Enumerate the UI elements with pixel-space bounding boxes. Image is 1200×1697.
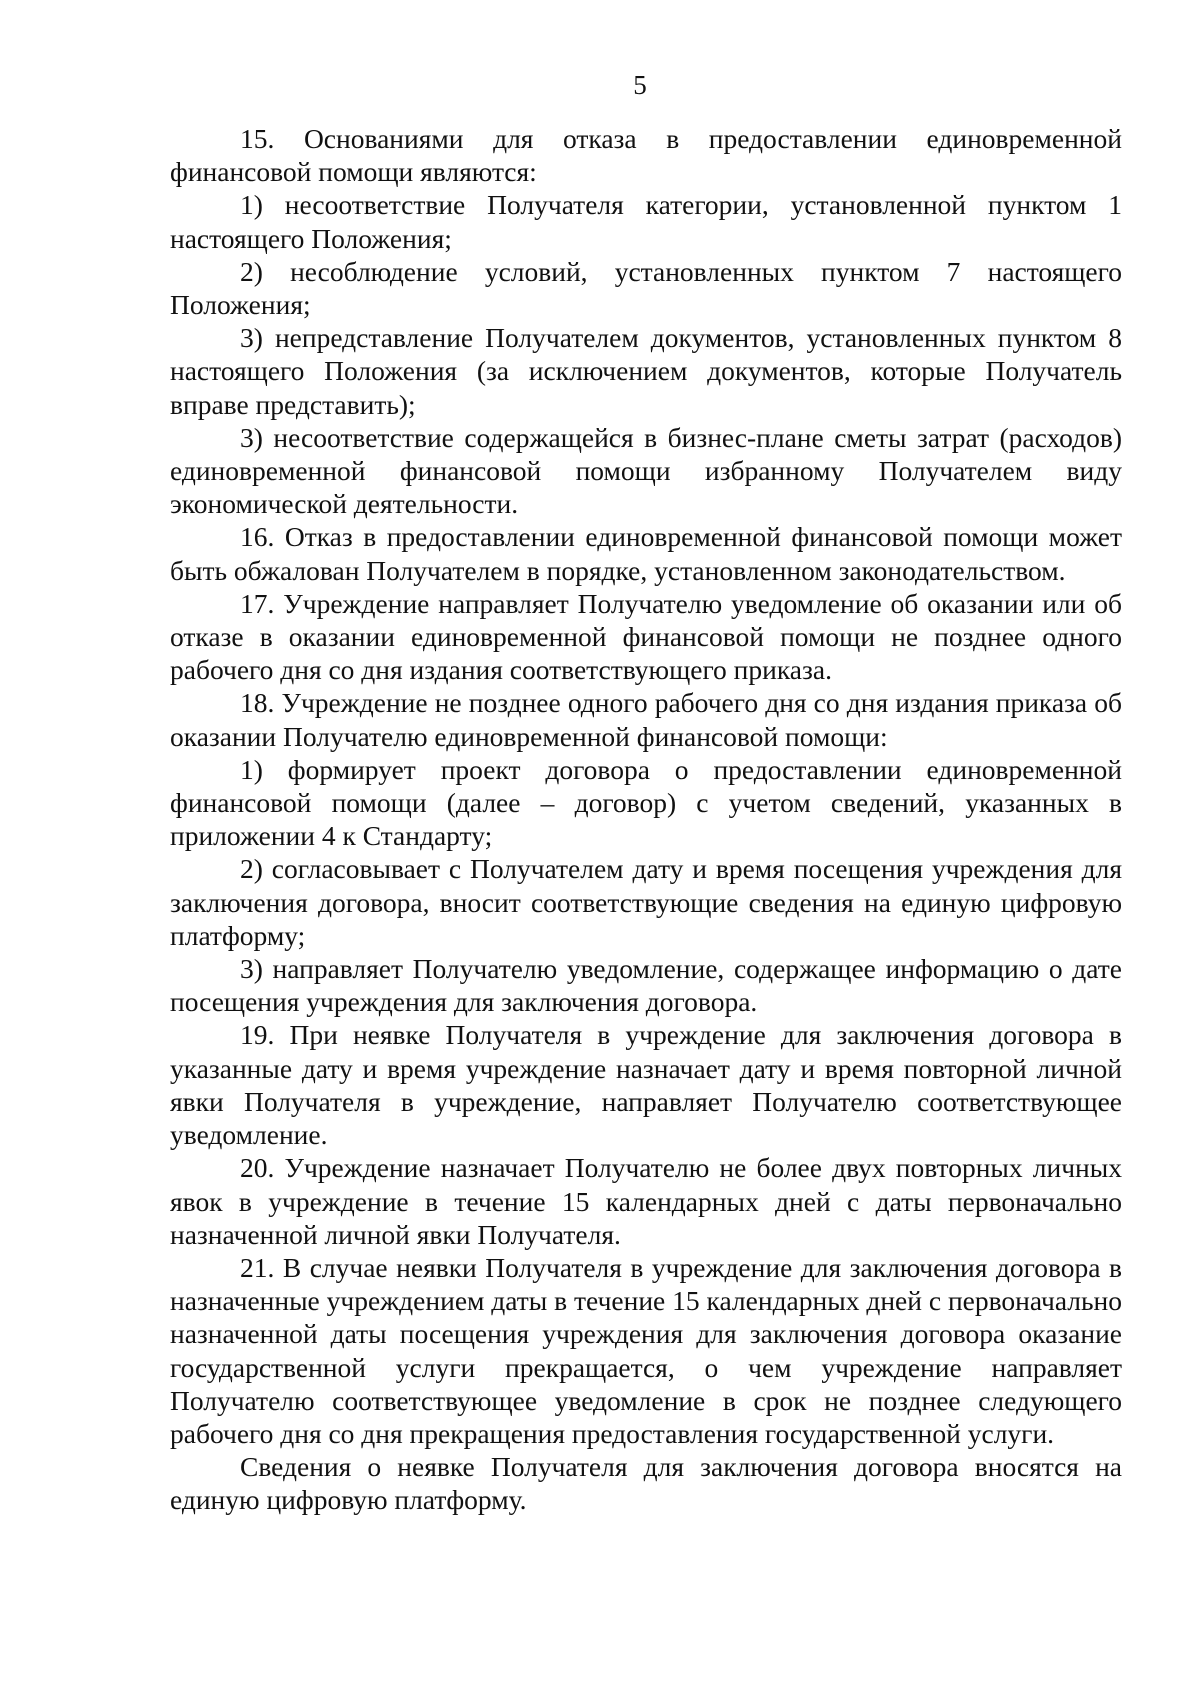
paragraph-18-item-2: 2) согласовывает с Получателем дату и время посещения учреждения для заключения договора, вносит соответствующие сведения на единую цифровую платформу; [170,853,1122,951]
page-number: 5 [633,70,647,100]
document-body [170,122,1122,1517]
paragraph-18: 18. Учреждение не позднее одного рабочего дня со дня издания приказа об оказании Получателю единовременной финансовой помощи: [170,687,1122,752]
paragraph-20: 20. Учреждение назначает Получателю не более двух повторных личных явок в учреждение в течение 15 календарных дней с даты первоначально назначенной личной явки Получателя. [170,1152,1122,1250]
paragraph-19: 19. При неявке Получателя в учреждение для заключения договора в указанные дату и время учреждение назначает дату и время повторной личной явки Получателя в учреждение, направляет Получателю соответствующее уведомление. [170,1019,1122,1151]
paragraph-15-item-3b: 3) несоответствие содержащейся в бизнес-плане сметы затрат (расходов) единовременной финансовой помощи избранному Получателем виду экономической деятельности. [170,421,1122,520]
paragraph-18-item-3: 3) направляет Получателю уведомление, содержащее информацию о дате посещения учреждения для заключения договора. [170,953,1122,1018]
paragraph-21-continuation: Сведения о неявке Получателя для заключения договора вносятся на единую цифровую платформу. [170,1451,1122,1516]
paragraph-17: 17. Учреждение направляет Получателю уведомление об оказании или об отказе в оказании единовременной финансовой помощи не позднее одного рабочего дня со дня издания соответствующего приказа. [170,587,1122,686]
paragraph-15-item-1: 1) несоответствие Получателя категории, установленной пунктом 1 настоящего Положения; [170,189,1122,254]
paragraph-18-item-1: 1) формирует проект договора о предоставлении единовременной финансовой помощи (далее – договор) с учетом сведений, указанных в приложении 4 к Стандарту; [170,753,1122,852]
paragraph-16: 16. Отказ в предоставлении единовременной финансовой помощи может быть обжалован Получателем в порядке, установленном законодательством. [170,521,1122,586]
paragraph-15-item-3a: 3) непредставление Получателем документов, установленных пунктом 8 настоящего Положения (за исключением документов, которые Получатель вправе представить); [170,322,1122,420]
paragraph-15-refusal-grounds: 15. Основаниями для отказа в предоставлении единовременной финансовой помощи являются: [170,123,1122,188]
paragraph-21: 21. В случае неявки Получателя в учреждение для заключения договора в назначенные учреждением даты в течение 15 календарных дней с первоначально назначенной даты посещения учреждения для заключения договора оказание государственной услуги прекращается, о чем учреждение направляет Получателю соответствующее уведомление в срок не позднее следующего рабочего дня со дня прекращения предоставления государственной услуги. [170,1251,1122,1449]
paragraph-15-item-2: 2) несоблюдение условий, установленных пунктом 7 настоящего Положения; [170,255,1122,321]
